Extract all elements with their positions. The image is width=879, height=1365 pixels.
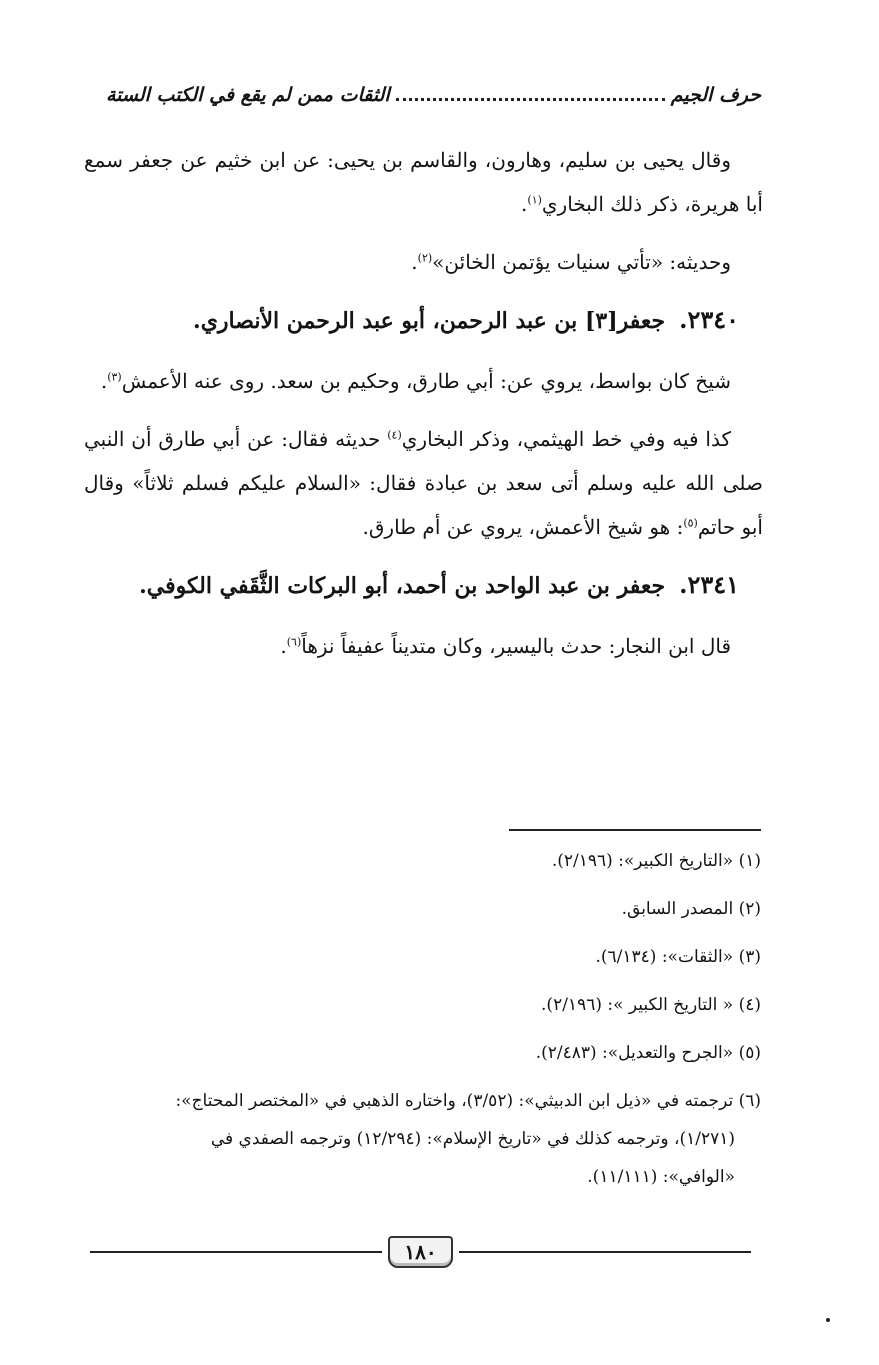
footnote-ref-1[interactable]: (١) [527,193,542,207]
footer-line-right [459,1251,751,1253]
entry-title: جعفر بن عبد الواحد بن أحمد، أبو البركات الثَّقَفي الكوفي. [139,573,666,599]
footnote-ref-2[interactable]: (٢) [417,251,433,265]
entry-heading-2340 [84,298,763,343]
footnote-divider [509,829,761,831]
footnote-ref-5[interactable]: (٥) [683,516,698,530]
footer-line-left [90,1251,382,1253]
main-text [84,138,763,682]
footnote-1: (١) «التاريخ الكبير»: (٢/١٩٦). [551,851,761,871]
header-chapter: حرف الجيم [670,84,761,106]
footnote-3: (٣) «الثقات»: (٦/١٣٤). [595,947,761,967]
paragraph-2: وحديثه: «تأتي سنيات يؤتمن الخائن»$^{(٢)}$. [411,250,731,274]
paragraph-1: وقال يحيى بن سليم، وهارون، والقاسم بن يحيى: عن ابن خثيم عن جعفر سمع أبا هريرة، ذكر ذلك البخاري$^{(١)}$. [84,148,763,216]
footnote-6-line-2: (١/٢٧١)، وترجمه كذلك في «تاريخ الإسلام»: (١٢/٢٩٤) وترجمه الصفدي في [210,1129,735,1149]
footnote-4: (٤) « التاريخ الكبير »: (٢/١٩٦). [541,995,761,1015]
entry-number: ٢٣٤٠. [679,305,739,334]
header-dot-leader [396,84,665,101]
footnote-6-line-3: «الوافي»: (١١/١١١). [587,1167,735,1187]
paragraph-4: كذا فيه وفي خط الهيثمي، وذكر البخاري$^{(٤)}$ حديثه فقال: عن أبي طارق أن النبي صلى الله عليه وسلم أتى سعد بن عبادة فقال: «السلام عليكم فسلم ثلاثاً» وقال أبو حاتم$^{(٥)}$: هو شيخ الأعمش، يروي عن أم طارق. [84,427,763,539]
paragraph-5: قال ابن النجار: حدث باليسير، وكان متديناً عفيفاً نزهاً$^{(٦)}$. [280,634,731,658]
footnote-ref-3[interactable]: (٣) [107,370,122,384]
page-footer [90,1228,751,1276]
running-header [106,84,761,106]
footnote-ref-4[interactable]: (٤) [387,428,402,442]
footnote-5: (٥) «الجرح والتعديل»: (٢/٤٨٣). [535,1043,761,1063]
page-number: ١٨٠ [388,1236,452,1268]
header-book-title: الثقات ممن لم يقع في الكتب الستة [106,84,390,106]
paragraph-3: شيخ كان بواسط، يروي عن: أبي طارق، وحكيم بن سعد. روى عنه الأعمش$^{(٣)}$. [100,369,731,393]
footnote-6: (٦) ترجمته في «ذيل ابن الدبيثي»: (٣/٥٢)، واختاره الذهبي في «المختصر المحتاج»: [175,1091,761,1111]
footnote-ref-6[interactable]: (٦) [286,635,302,649]
entry-heading-2341 [84,563,763,608]
footnotes [84,842,761,1206]
footnote-2: (٢) المصدر السابق. [621,899,761,919]
entry-title: جعفر[٣] بن عبد الرحمن، أبو عبد الرحمن الأنصاري. [193,308,666,334]
scan-speck [826,1318,830,1322]
entry-number: ٢٣٤١. [679,570,739,599]
